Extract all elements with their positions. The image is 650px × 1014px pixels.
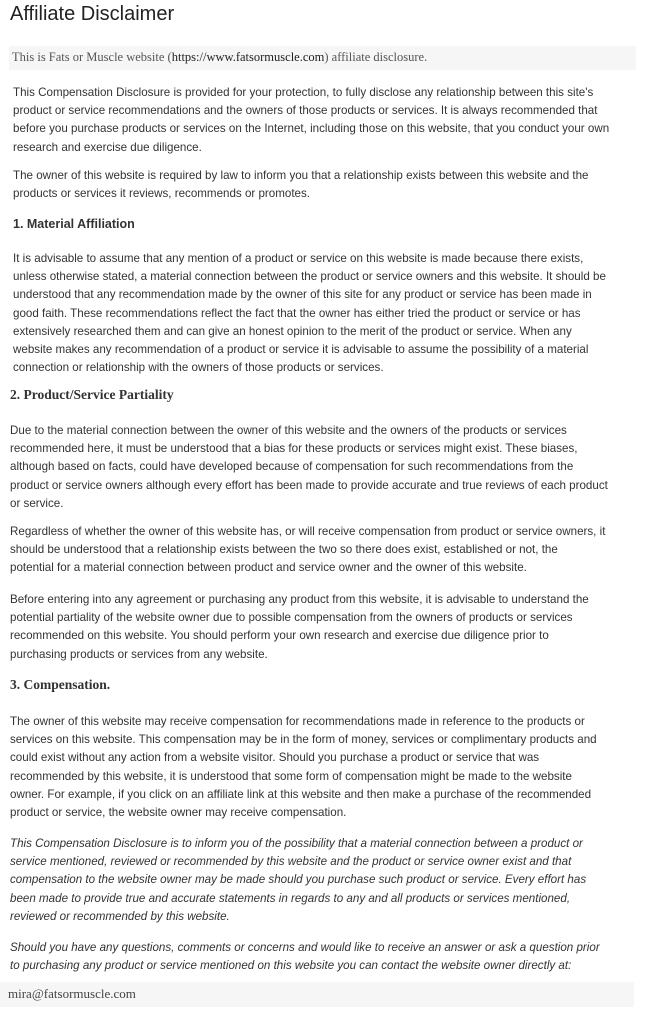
- text-line: purchasing products or services from any website.: [10, 647, 268, 661]
- text-line: connection or relationship with the owners of those products or services.: [13, 361, 384, 375]
- text-line: unless otherwise stated, a material connection between the product or service owners and this website. It should be: [13, 270, 606, 284]
- paragraph-agreement: [10, 591, 589, 664]
- text-line: compensation to the website owner may be made should you purchase such product or service. Every effort has: [10, 873, 587, 887]
- text-line: before you purchase products or services on the Internet, including those on this website, that you conduct your own: [13, 122, 610, 136]
- text-line: Before entering into any agreement or purchasing any product from this website, it is advisable to understand the: [10, 593, 589, 606]
- contact-email: mira@fatsormuscle.com: [8, 986, 136, 1001]
- intro-suffix: ) affiliate disclosure.: [324, 50, 428, 64]
- paragraph-relationship: [10, 523, 605, 578]
- text-line: services on this website. This compensation may be in the form of money, services or complimentary products and: [10, 733, 597, 747]
- text-line: understood that any recommendation made by the owner of this site for any product or service has been made in: [13, 288, 592, 302]
- text-line: It is advisable to assume that any mention of a product or service on this website is made because there exists,: [13, 252, 584, 265]
- text-line: website makes any recommendation of a product or service it is advisable to assume the possibility of a material: [13, 343, 589, 357]
- text-line: recommended by this website, it is understood that some form of compensation might be made to the website: [10, 769, 572, 783]
- text-line: The owner of this website is required by law to inform you that a relationship exists between this website and the: [13, 169, 589, 182]
- text-line: This Compensation Disclosure is to inform you of the possibility that a material connection between a product or: [10, 837, 583, 850]
- paragraph-legal: [13, 167, 588, 203]
- text-line: product or service recommendations and the owners of those products or services. It is always recommended that: [13, 104, 598, 118]
- text-line: Due to the material connection between the owner of this website and the owners of the products or services: [10, 424, 567, 437]
- text-line: service mentioned, reviewed or recommended by this website and the product or service owner exist and that: [10, 855, 572, 869]
- heading-product-service-partiality: 2. Product/Service Partiality: [10, 387, 174, 402]
- text-line: recommended here, it must be understood that a bias for these products or services might exist. These biases,: [10, 442, 578, 456]
- intro-prefix: This is Fats or Muscle website (: [12, 50, 172, 64]
- site-url: https://www.fatsormuscle.com: [171, 50, 325, 64]
- text-line: recommended on this website. You should perform your own research and exercise due diligence prior to: [10, 629, 549, 643]
- text-line: product or service, the website owner may receive compensation.: [10, 806, 347, 820]
- text-line: reviewed or recommended by this website.: [10, 909, 230, 923]
- page-title: Affiliate Disclaimer: [10, 3, 175, 25]
- text-line: should be understood that a relationship exists between the two so there does exist, established or not, the: [10, 543, 558, 557]
- paragraph-protection: [13, 84, 609, 157]
- paragraph-compensation: [10, 713, 597, 822]
- text-line: potential for a material connection between product and service owner and the owner of this website.: [10, 561, 527, 575]
- paragraph-contact: [10, 939, 600, 975]
- text-line: The owner of this website may receive compensation for recommendations made in reference to the products or: [10, 715, 585, 728]
- heading-material-affiliation: 1. Material Affiliation: [13, 217, 135, 231]
- text-line: although based on facts, could have developed because of compensation for such recommendations from the: [10, 460, 574, 474]
- text-line: to purchasing any product or service mentioned on this website you can contact the website owner directly at:: [10, 959, 572, 973]
- text-line: potential partiality of the website owner due to possible compensation from the owners of products or services: [10, 611, 573, 625]
- text-line: research and exercise due diligence.: [13, 140, 202, 154]
- intro-line: [12, 46, 427, 68]
- paragraph-partiality: [10, 422, 608, 513]
- text-line: good faith. These recommendations reflect the fact that the owner has either tried the product or service or has: [13, 306, 581, 320]
- text-line: products or services it reviews, recommends or promotes.: [13, 187, 311, 201]
- paragraph-disclosure-notice: [10, 835, 586, 926]
- text-line: Should you have any questions, comments or concerns and would like to receive an answer or ask a question prior: [10, 941, 600, 954]
- text-line: owner. For example, if you click on an affiliate link at this website and then make a purchase of the recommended: [10, 787, 592, 801]
- text-line: could exist without any action from a website visitor. Should you purchase a product or service that was: [10, 751, 540, 765]
- paragraph-material-affiliation: [13, 250, 606, 377]
- text-line: product or service owners although every effort has been made to provide accurate and true reviews of each product: [10, 478, 608, 492]
- text-line: Regardless of whether the owner of this website has, or will receive compensation from product or service owners, it: [10, 525, 606, 538]
- heading-compensation: 3. Compensation.: [10, 677, 111, 692]
- text-line: been made to provide true and accurate statements in regards to any and all products or services mentioned,: [10, 891, 571, 905]
- text-line: or service.: [10, 496, 64, 510]
- text-line: extensively researched them and can give an honest opinion to the merit of the product or service. When any: [13, 324, 572, 338]
- text-line: This Compensation Disclosure is provided for your protection, to fully disclose any relationship between this site's: [13, 86, 594, 99]
